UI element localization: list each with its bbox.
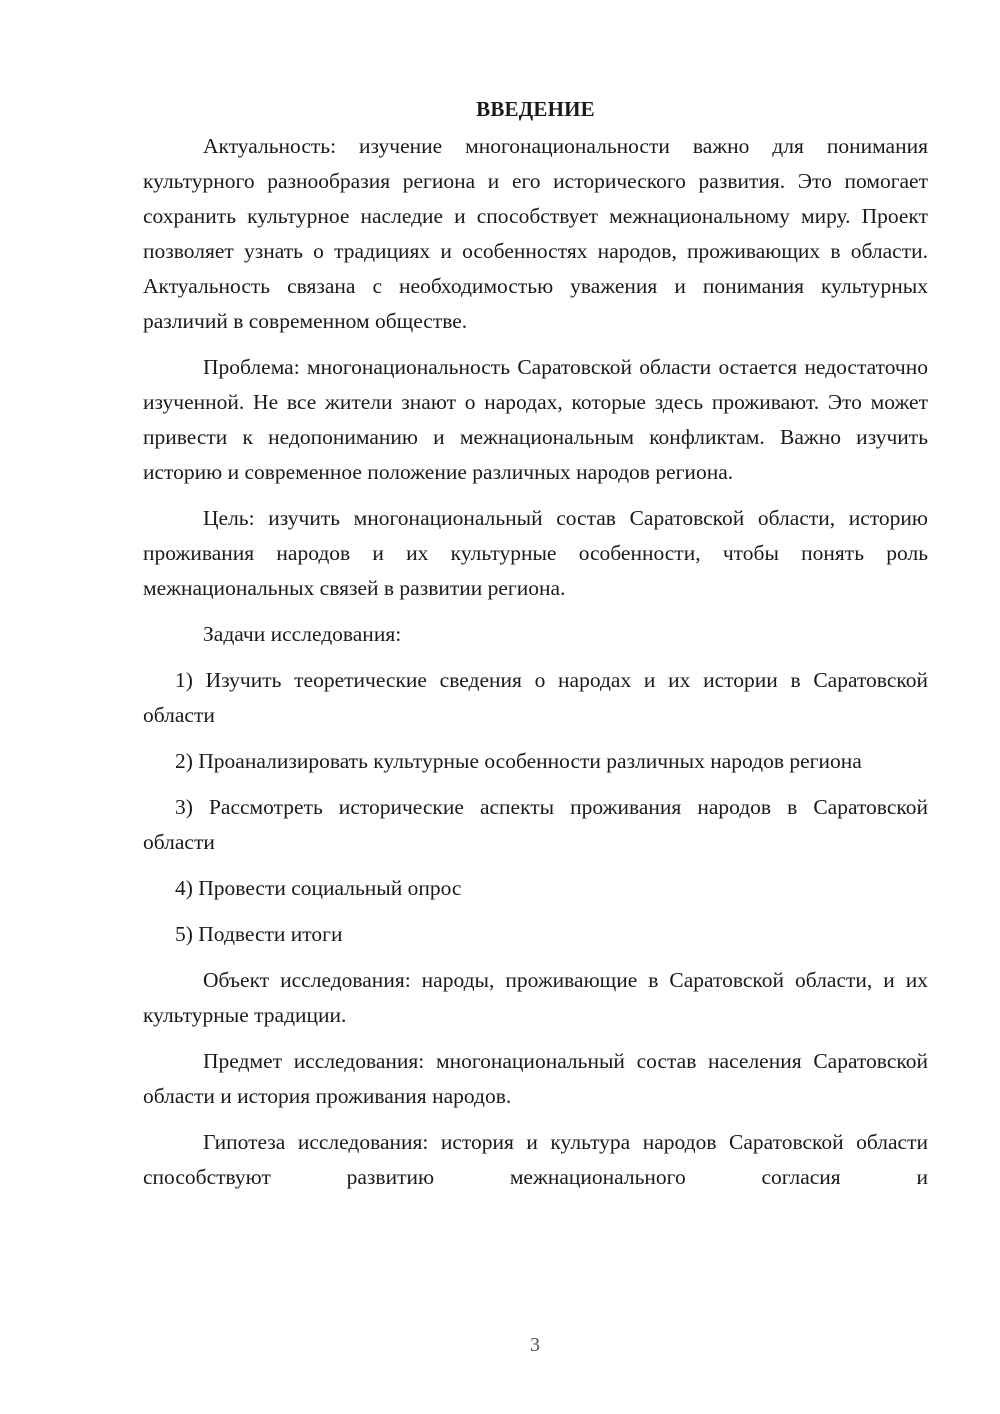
tasks-title: Задачи исследования: (203, 622, 402, 646)
page-number: 3 (530, 1334, 540, 1356)
goal-paragraph: Цель: изучить многонациональный состав Саратовской области, историю проживания народов и их культурные особенности, чтобы понять роль межнациональных связей в развитии региона. (143, 506, 928, 600)
page-title: ВВЕДЕНИЕ (476, 97, 595, 121)
task-item: 5) Подвести итоги (175, 922, 343, 946)
document-page (143, 92, 928, 1206)
task-item: 4) Провести социальный опрос (175, 876, 462, 900)
object-paragraph: Объект исследования: народы, проживающие в Саратовской области, и их культурные традиции. (143, 968, 928, 1027)
problem-paragraph: Проблема: многонациональность Саратовской области остается недостаточно изученной. Не все жители знают о народах, которые здесь проживают. Это может привести к недопониманию и межнациональным конфликтам. Важно изучить историю и современное положение различных народов региона. (143, 355, 928, 484)
hypothesis-paragraph: Гипотеза исследования: история и культура народов Саратовской области способствуют развитию межнационального согласия и (143, 1130, 928, 1189)
relevance-paragraph: Актуальность: изучение многонациональности важно для понимания культурного разнообразия региона и его исторического развития. Это помогает сохранить культурное наследие и способствует межнациональному миру. Проект позволяет узнать о традициях и особенностях народов, проживающих в области. Актуальность связана с необходимостью уважения и понимания культурных различий в современном обществе. (143, 134, 928, 333)
task-item: 1) Изучить теоретические сведения о народах и их истории в Саратовской области (143, 668, 928, 727)
task-item: 3) Рассмотреть исторические аспекты проживания народов в Саратовской области (143, 795, 928, 854)
task-item: 2) Проанализировать культурные особенности различных народов региона (175, 749, 862, 773)
subject-paragraph: Предмет исследования: многонациональный состав населения Саратовской области и история проживания народов. (143, 1049, 928, 1108)
